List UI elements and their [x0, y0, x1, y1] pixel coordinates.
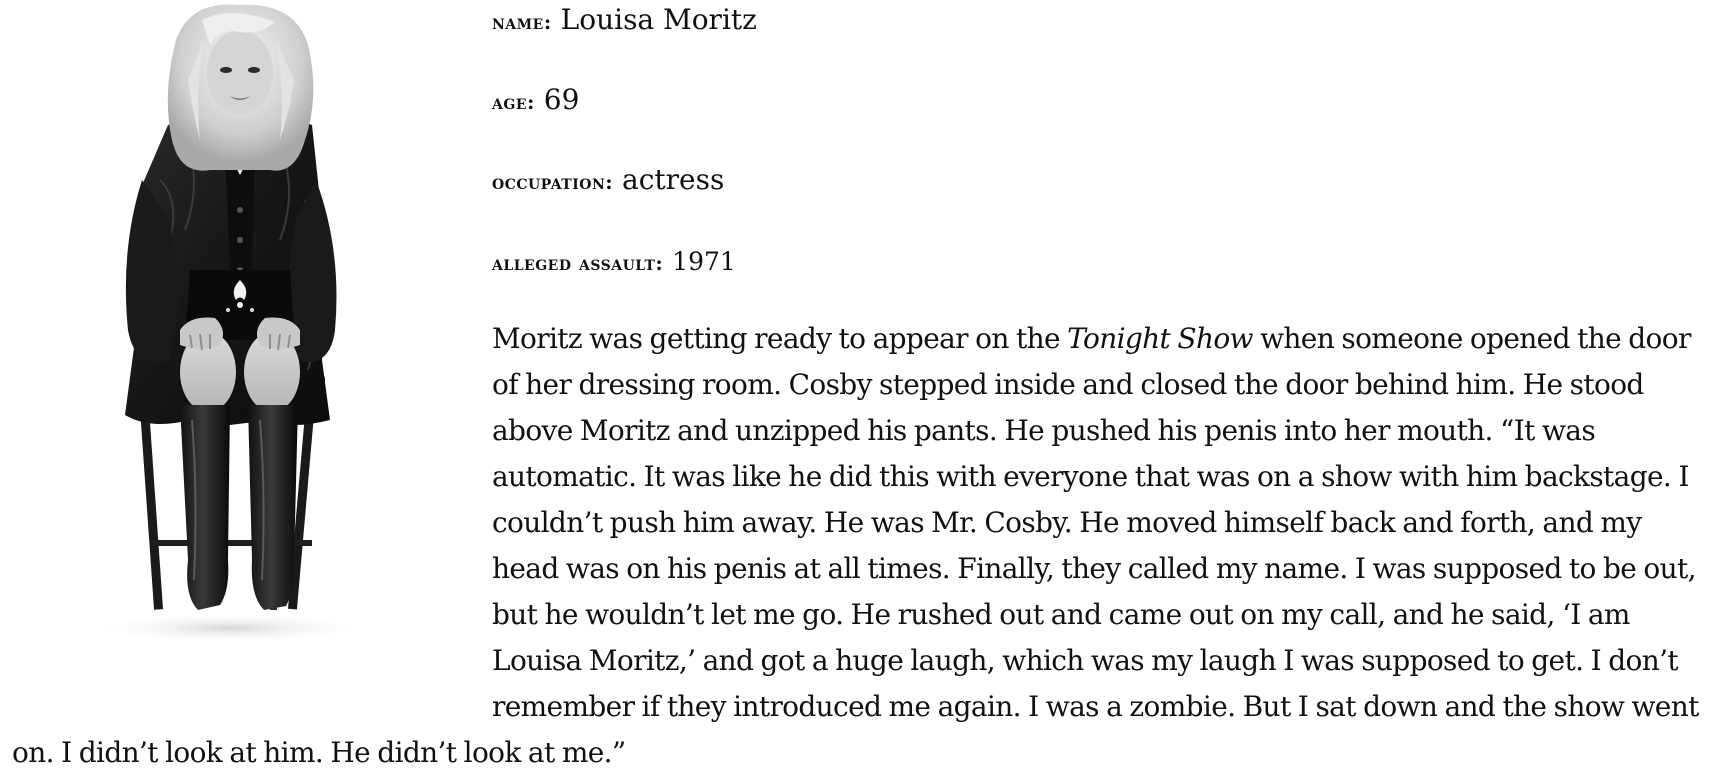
alleged-assault-label: alleged assault: [492, 251, 664, 275]
story-text-part2: when someone opened the door of her dressing room. Cosby stepped inside and closed the door behind him. He stood above Moritz and unzipped his pants. He pushed his penis into her mouth. “It was automatic. It was like he did this with everyone that was on a show with him backstage. I couldn’t push him away. He was Mr. Cosby. He moved himself back and forth, and my head was on his penis at all times. Finally, they called my name. I was supposed to be out, but he wouldn’t let me go. He rushed out and came out on my call, and he said, ‘I am Louisa Moritz,’ and got a huge laugh, which was my laugh I was supposed to get. I don’t remember if they introduced me again. I was a zombie. But I sat down and the show went on. I didn’t look at him. He didn’t look at me.” [12, 322, 1699, 769]
occupation-value: actress [622, 163, 725, 196]
story-paragraph [12, 316, 1712, 776]
occupation-label: occupation: [492, 170, 614, 194]
occupation-field [492, 163, 725, 196]
age-value: 69 [543, 83, 580, 116]
name-label: name: [492, 10, 552, 34]
name-field [492, 3, 757, 36]
alleged-assault-field [492, 247, 736, 275]
age-field [492, 83, 580, 116]
story-text-part1: Moritz was getting ready to appear on the [492, 322, 1068, 355]
age-label: age: [492, 90, 535, 114]
name-value: Louisa Moritz [560, 3, 757, 36]
show-title: Tonight Show [1067, 322, 1253, 355]
alleged-assault-year: 1971 [672, 247, 736, 276]
